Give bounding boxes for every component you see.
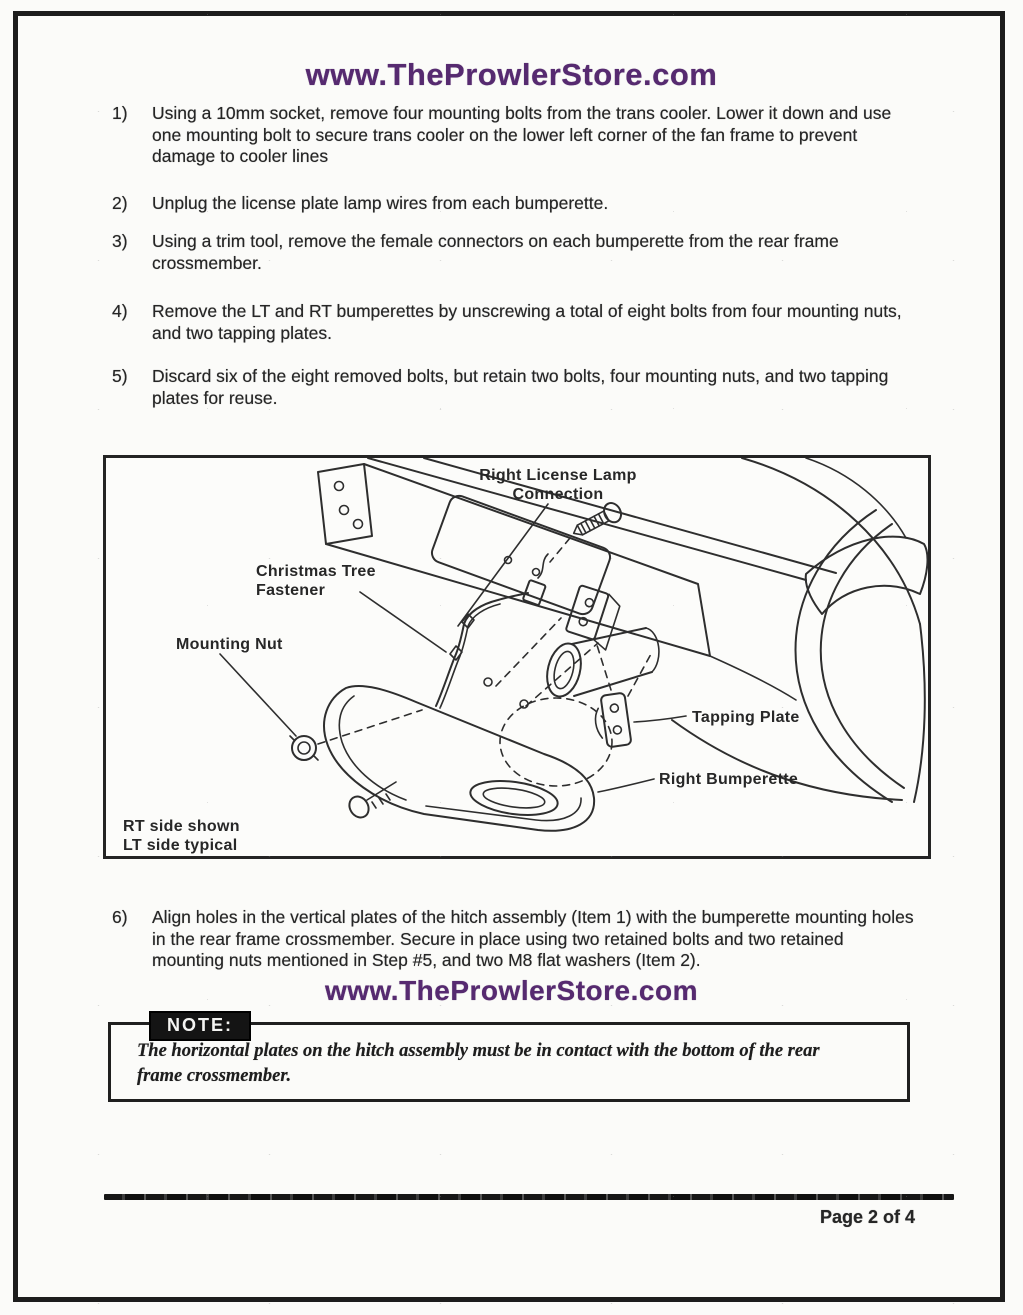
exhaust-tip xyxy=(542,628,659,700)
license-lamp-harness xyxy=(436,554,548,708)
leader-christmas-tree xyxy=(360,592,446,652)
exploded-view-diagram xyxy=(103,455,931,859)
label-christmas-tree-line1: Christmas Tree xyxy=(256,563,376,580)
right-bumperette-shape xyxy=(324,678,594,831)
step-text: Discard six of the eight removed bolts, but retain two bolts, four mounting nuts, and two tapping plates for reuse. xyxy=(152,366,889,408)
hidden-edge xyxy=(496,618,561,686)
note-label-badge: NOTE: xyxy=(149,1011,251,1041)
step-item-2 xyxy=(112,193,912,215)
label-license-lamp-line1: Right License Lamp xyxy=(479,467,637,484)
label-side-note-line2: LT side typical xyxy=(123,837,238,854)
step-number: 2) xyxy=(112,193,128,213)
step-text: Unplug the license plate lamp wires from each bumperette. xyxy=(152,193,609,213)
store-url-footer: www.TheProwlerStore.com xyxy=(325,975,698,1006)
leader-mounting-nut xyxy=(220,654,296,736)
step-text: Align holes in the vertical plates of the hitch assembly (Item 1) with the bumperette mounting holes in the rear frame crossmember. Secure in place using two retained bolts and two retained mounting nuts mentioned in Step #5, and two M8 flat washers (Item 2). xyxy=(152,907,914,970)
step-item-6 xyxy=(112,907,912,972)
step-item-5 xyxy=(112,366,912,409)
footer-divider xyxy=(104,1194,954,1200)
note-box xyxy=(108,1015,910,1102)
step-number: 1) xyxy=(112,103,128,123)
step-text: Remove the LT and RT bumperettes by unscrewing a total of eight bolts from four mounting nuts, and two tapping plates. xyxy=(152,301,902,343)
step-number: 6) xyxy=(112,907,128,927)
hidden-edge xyxy=(550,538,570,562)
step-text: Using a trim tool, remove the female connectors on each bumperette from the rear frame crossmember. xyxy=(152,231,839,273)
mounting-nut-shape xyxy=(290,736,318,760)
leader-license-lamp xyxy=(458,504,548,626)
step-item-3 xyxy=(112,231,912,274)
label-tapping-plate: Tapping Plate xyxy=(692,709,800,726)
page-number: Page 2 of 4 xyxy=(819,1207,915,1227)
hidden-edge xyxy=(318,710,422,744)
step-item-1 xyxy=(112,103,912,168)
step-number: 4) xyxy=(112,301,128,321)
label-license-lamp-line2: Connection xyxy=(512,486,604,503)
leader-tapping-plate xyxy=(634,716,686,722)
rear-fender xyxy=(672,458,927,802)
label-mounting-nut: Mounting Nut xyxy=(176,636,283,653)
leader-right-bumperette xyxy=(598,779,654,792)
harness-connector xyxy=(523,580,546,606)
label-side-note-line1: RT side shown xyxy=(123,818,240,835)
bumperette-diagram-svg xyxy=(106,458,928,856)
label-right-bumperette: Right Bumperette xyxy=(659,771,799,788)
label-christmas-tree-line2: Fastener xyxy=(256,582,326,599)
step-text: Using a 10mm socket, remove four mounting bolts from the trans cooler. Lower it down and use one mounting bolt to secure trans cooler on the lower left corner of the fan frame to prevent damage to cooler lines xyxy=(152,103,892,166)
store-url-header: www.TheProwlerStore.com xyxy=(305,57,718,92)
step-item-4 xyxy=(112,301,912,344)
step-number: 5) xyxy=(112,366,128,386)
step-number: 3) xyxy=(112,231,128,251)
note-text: The horizontal plates on the hitch assembly must be in contact with the bottom of the rear frame crossmember. xyxy=(137,1041,820,1086)
